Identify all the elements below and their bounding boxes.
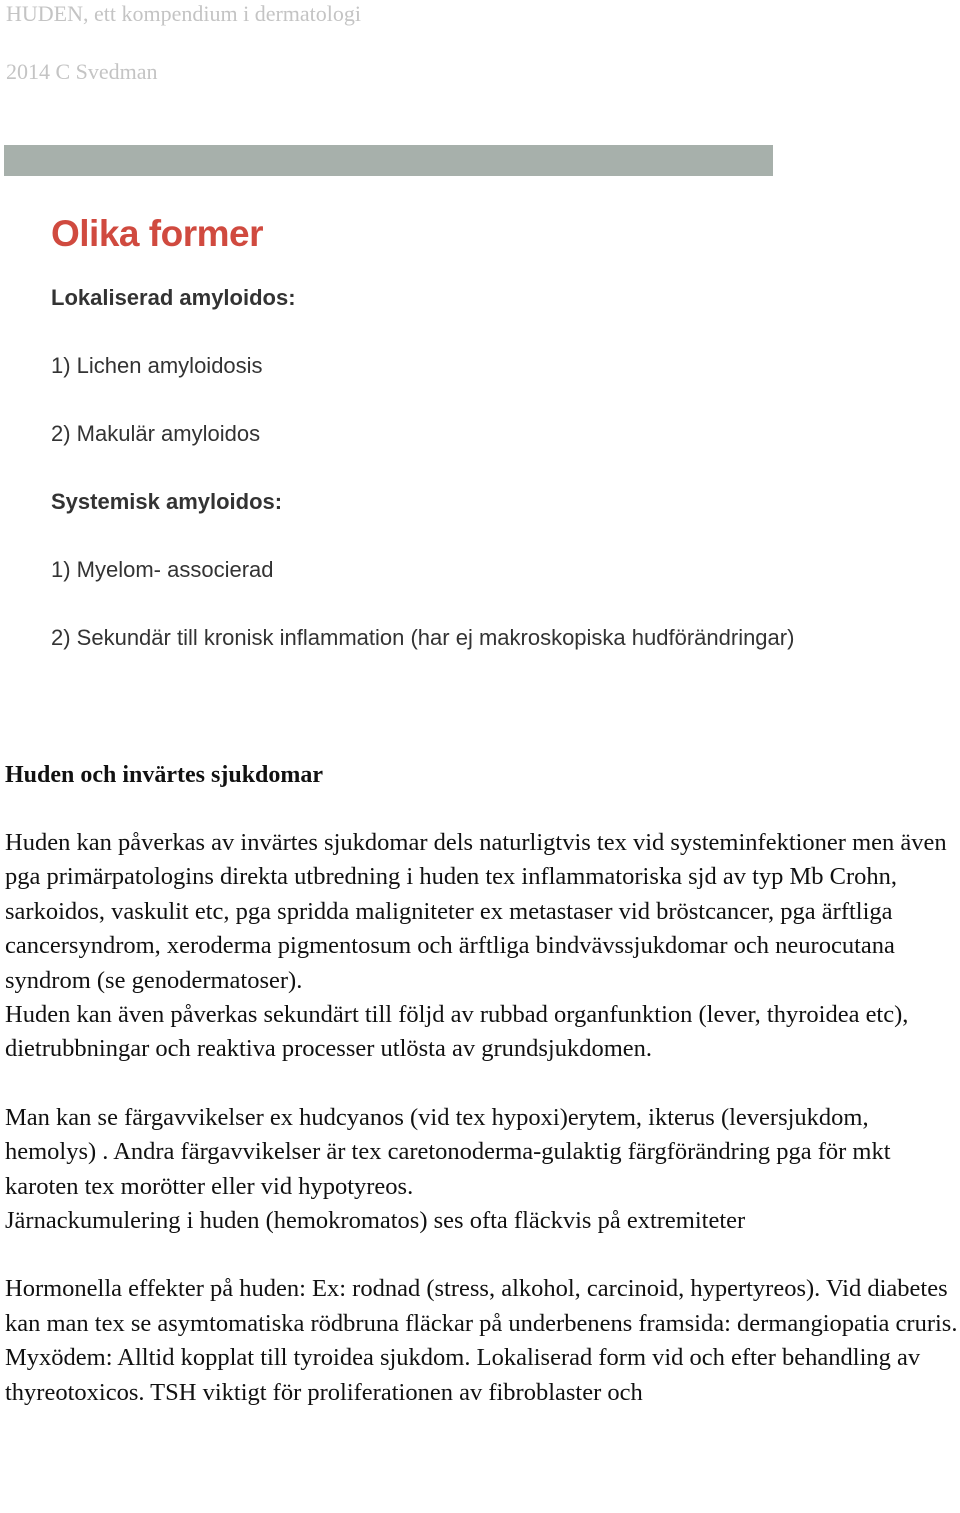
running-header-title: HUDEN, ett kompendium i dermatologi — [6, 1, 361, 26]
slide-item-secondary: 2) Sekundär till kronisk inflammation (har ej makroskopiska hudförändringar) — [51, 625, 795, 650]
section-heading: Huden och invärtes sjukdomar — [5, 762, 324, 788]
slide-content — [51, 206, 831, 652]
slide-title: Olika former — [51, 213, 263, 254]
running-header-author: 2014 C Svedman — [6, 59, 158, 84]
slide-item-lichen: 1) Lichen amyloidosis — [51, 353, 263, 378]
slide-item-macular: 2) Makulär amyloidos — [51, 421, 261, 446]
slide-header-band — [4, 145, 773, 176]
slide-item-localized-heading: Lokaliserad amyloidos: — [51, 285, 296, 310]
slide-item-myeloma: 1) Myelom- associerad — [51, 557, 274, 582]
paragraph-hormonal-effects: Hormonella effekter på huden: Ex: rodnad (stress, alkohol, carcinoid, hypertyreos). Vid diabetes kan man tex se asymtomatiska rödbruna fläckar på underbenens framsida: dermangiopatia cruris. — [5, 1275, 958, 1337]
paragraph-color-changes: Man kan se färgavvikelser ex hudcyanos (vid tex hypoxi)erytem, ikterus (leversjukdom, hemolys) . Andra färgavvikelser är tex caretonoderma-gulaktig färgförändring pga för mkt karoten tex morötter eller vid hypotyreos. — [5, 1103, 891, 1200]
slide-item-systemic-heading: Systemisk amyloidos: — [51, 489, 283, 514]
paragraph-myxedema: Myxödem: Alltid kopplat till tyroidea sjukdom. Lokaliserad form vid och efter behandling av thyreotoxicos. TSH viktigt för proliferationen av fibroblaster och — [5, 1344, 921, 1406]
paragraph-internal-diseases: Huden kan påverkas av invärtes sjukdomar dels naturligtvis tex vid systeminfektioner men även pga primärpatologins direkta utbredning i huden tex inflammatoriska sjd av typ Mb Crohn, sarkoidos, vaskulit etc, pga spridda maligniteter ex metastaser vid bröstcancer, pga ärftliga cancersyndrom, xeroderma pigmentosum och ärftliga bindvävssjukdomar och neurocutana syndrom (se genodermatoser). — [5, 829, 947, 994]
paragraph-secondary-effects: Huden kan även påverkas sekundärt till följd av rubbad organfunktion (lever, thyroidea etc), dietrubbningar och reaktiva processer utlösta av grundsjukdomen. — [5, 1001, 909, 1063]
paragraph-iron-accumulation: Järnackumulering i huden (hemokromatos) ses ofta fläckvis på extremiteter — [5, 1207, 746, 1235]
body-text — [5, 758, 960, 1410]
